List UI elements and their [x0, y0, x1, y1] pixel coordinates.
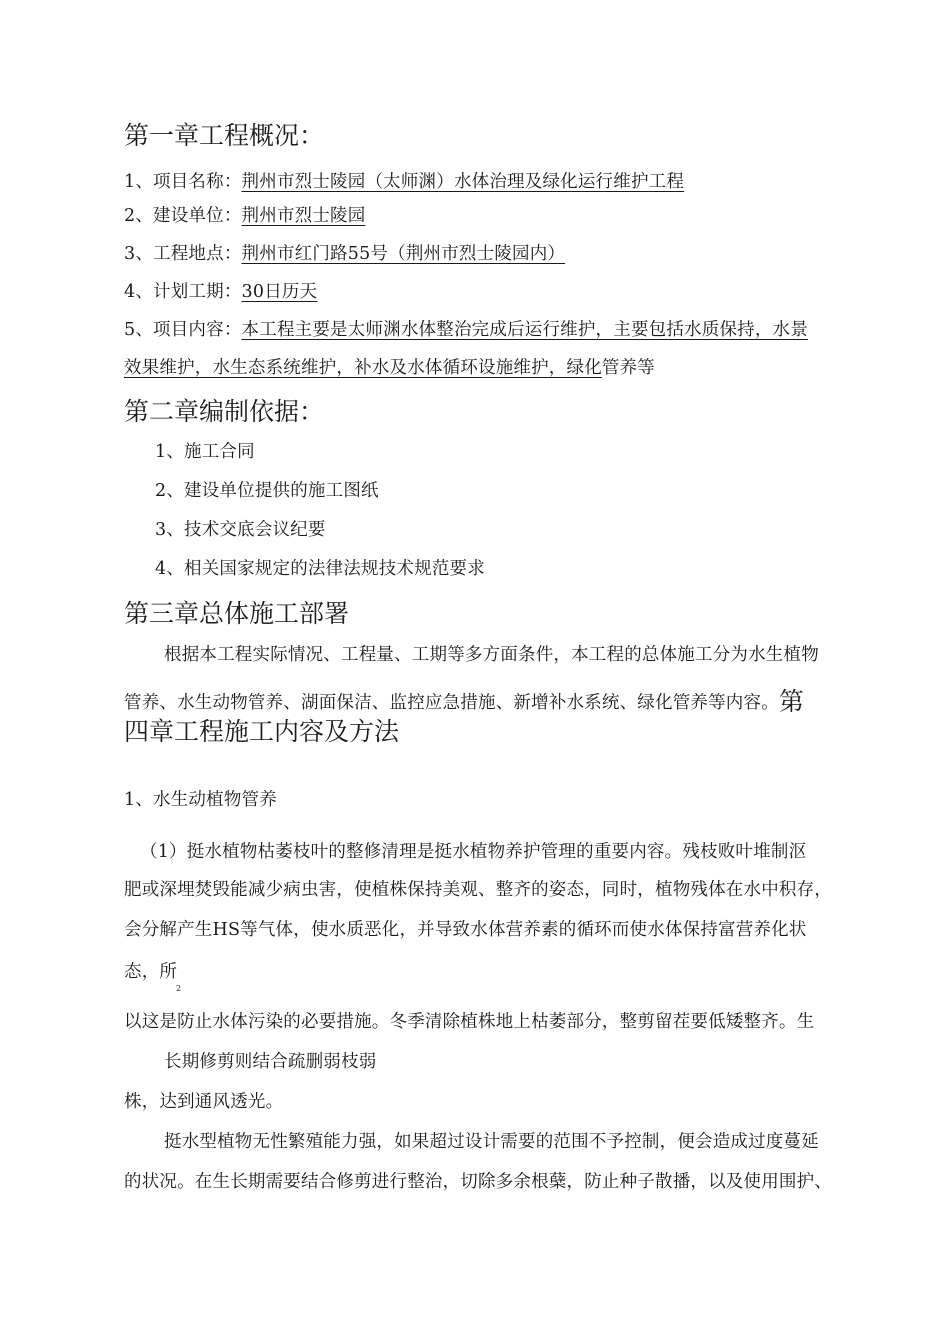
ch1-item-4 [124, 278, 317, 303]
ch4-text-line-4: 态，所 [124, 962, 178, 982]
item-value: 荆州市烈士陵园 [241, 206, 366, 226]
item-value: 荆州市烈士陵园（太师渊）水体治理及绿化运行维护工程 [241, 172, 685, 192]
ch4-text-line-5: 以这是防止水体污染的必要措施。冬季清除植株地上枯萎部分，整剪留茬要低矮整齐。生 [124, 1012, 815, 1032]
ch1-item-3 [124, 240, 565, 265]
ch4-subheading-1: 1、水生动植物管养 [124, 790, 277, 810]
item-value: 30日历天 [241, 282, 318, 302]
ch2-item-1: 1、施工合同 [155, 442, 255, 462]
item-label: 5、项目内容： [124, 320, 242, 340]
item-value: 荆州市红门路55号（荆州市烈士陵园内） [241, 244, 566, 264]
ch3-paragraph-line-1: 根据本工程实际情况、工程量、工期等多方面条件，本工程的总体施工分为水生植物 [164, 645, 819, 665]
item-label: 2、建设单位： [124, 206, 242, 226]
ch1-item-5 [124, 316, 808, 341]
footnote-marker: 2 [176, 984, 182, 993]
ch3-paragraph-line-2 [124, 680, 804, 716]
ch1-item-5-continued [124, 354, 655, 379]
ch2-item-4: 4、相关国家规定的法律法规技术规范要求 [155, 559, 485, 579]
item-label: 1、项目名称： [124, 172, 242, 192]
ch1-item-1 [124, 168, 684, 193]
ch4-text-line-7: 株，达到通风透光。 [124, 1092, 284, 1112]
ch4-text-line-1: （1）挺水植物枯萎枝叶的整修清理是挺水植物养护管理的重要内容。残枝败叶堆制沤 [140, 842, 807, 862]
item-label: 4、计划工期： [124, 282, 242, 302]
chapter-4-title: 四章工程施工内容及方法 [124, 717, 400, 746]
ch2-item-3: 3、技术交底会议纪要 [155, 520, 326, 540]
chapter-2-title: 第二章编制依据： [124, 397, 325, 426]
ch4-text-line-3: 会分解产生HS等气体，使水质恶化，并导致水体营养素的循环而使水体保持富营养化状 [124, 920, 807, 940]
chapter-4-title-start: 第 [778, 687, 805, 716]
item-value-tail: 管养等 [601, 358, 656, 378]
item-value-continued: 效果维护，水生态系统维护，补水及水体循环设施维护，绿化 [124, 358, 602, 378]
paragraph-text: 管养、水生动物管养、湖面保洁、监控应急措施、新增补水系统、绿化管养等内容。 [124, 693, 779, 713]
item-value: 本工程主要是太师渊水体整治完成后运行维护，主要包括水质保持，水景 [241, 320, 808, 340]
ch4-text-line-6: 长期修剪则结合疏删弱枝弱 [164, 1052, 377, 1072]
ch2-item-2: 2、建设单位提供的施工图纸 [155, 481, 379, 501]
ch1-item-2 [124, 202, 365, 227]
item-label: 3、工程地点： [124, 244, 242, 264]
ch4-text-line-8: 挺水型植物无性繁殖能力强，如果超过设计需要的范围不予控制，便会造成过度蔓延 [164, 1132, 819, 1152]
chapter-1-title: 第一章工程概况： [124, 121, 325, 150]
ch4-text-line-2: 肥或深埋焚毁能减少病虫害，使植株保持美观、整齐的姿态，同时，植物残体在水中积存， [124, 880, 832, 900]
chapter-3-title: 第三章总体施工部署 [124, 599, 350, 628]
ch4-text-line-9: 的状况。在生长期需要结合修剪进行整治，切除多余根蘖，防止种子散播，以及使用围护、 [124, 1172, 832, 1192]
